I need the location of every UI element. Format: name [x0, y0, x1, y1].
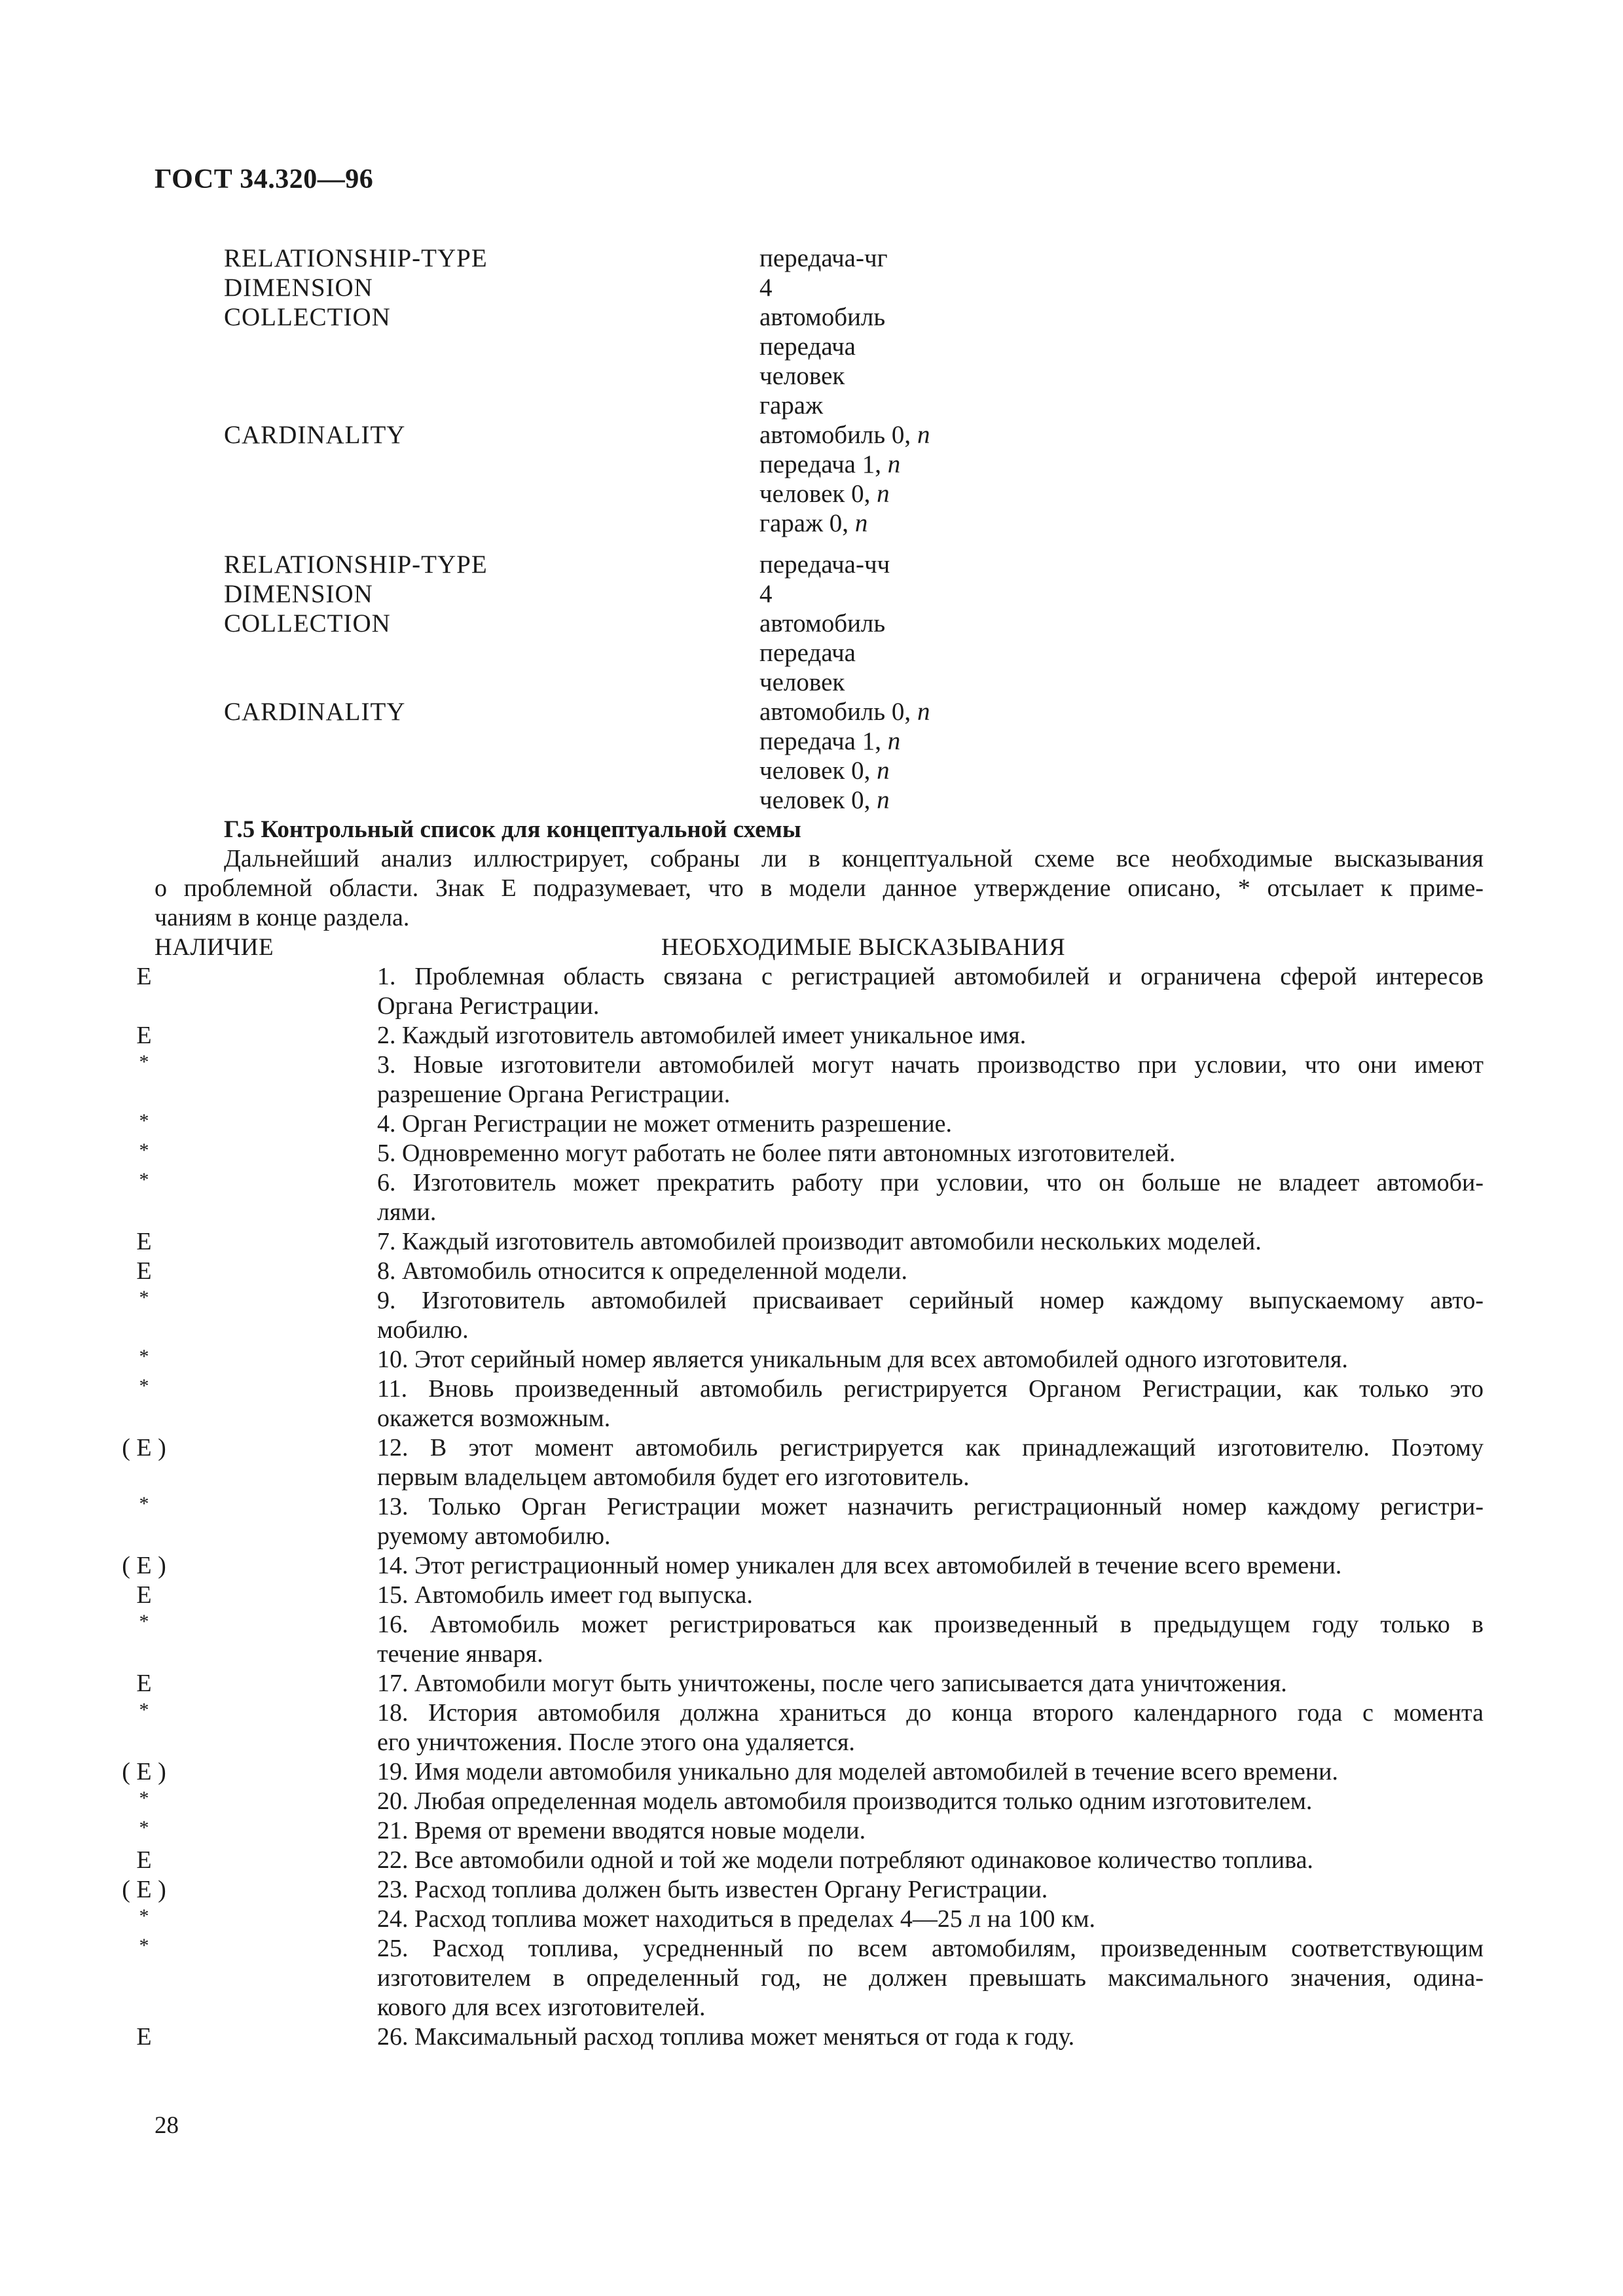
cardinality-variable: n: [887, 450, 901, 478]
statement-text: [377, 1168, 1484, 1227]
intro-line: чаниям в конце раздела.: [155, 904, 410, 931]
statement-line: течение января.: [377, 1640, 543, 1668]
definition-row: [224, 668, 1468, 697]
checklist-item: [0, 1816, 1623, 1846]
checklist-item: [0, 1050, 1623, 1109]
presence-mark: *: [139, 1699, 149, 1721]
definition-value: [759, 756, 890, 785]
definition-row: [224, 785, 1468, 815]
checklist-item: [0, 1757, 1623, 1787]
definition-row: [224, 550, 1468, 579]
presence-mark: Е: [136, 1581, 152, 1609]
checklist-item: [0, 1551, 1623, 1581]
statement-line: 8. Автомобиль относится к определенной модели.: [377, 1257, 907, 1285]
definition-row: [224, 509, 1468, 538]
statement-line: 4. Орган Регистрации не может отменить разрешение.: [377, 1110, 953, 1138]
statement-text: [377, 1875, 1484, 1905]
section-intro: [155, 844, 1484, 933]
statement-line: 18. История автомобиля должна храниться до конца второго календарного года с момента: [377, 1699, 1484, 1727]
checklist-item: [0, 1374, 1623, 1433]
definition-value: [759, 550, 890, 579]
definition-value-text: гараж: [759, 391, 824, 420]
definition-value-text: человек 0,: [759, 757, 871, 785]
statement-text: [377, 1139, 1484, 1168]
statement-line: 21. Время от времени вводятся новые модели.: [377, 1817, 866, 1844]
relationship-definition-2: [224, 550, 1468, 815]
definition-value-text: передача: [759, 639, 856, 667]
definition-row: [224, 243, 1468, 273]
definition-key: DIMENSION: [224, 580, 373, 608]
statement-line: Органа Регистрации.: [377, 992, 600, 1020]
statement-text: [377, 1286, 1484, 1345]
statement-text: [377, 1757, 1484, 1787]
intro-line: Дальнейший анализ иллюстрирует, собраны ли в концептуальной схеме все необходимые высказывания: [224, 845, 1484, 872]
statement-line: кового для всех изготовителей.: [377, 1994, 706, 2021]
definition-value-text: человек: [759, 668, 845, 696]
definition-key: COLLECTION: [224, 609, 391, 637]
statement-line: 11. Вновь произведенный автомобиль регистрируется Органом Регистрации, как только это: [377, 1375, 1484, 1403]
presence-mark: ( Е ): [122, 1876, 166, 1903]
presence-mark: ( Е ): [122, 1552, 166, 1579]
statement-line: 15. Автомобиль имеет год выпуска.: [377, 1581, 753, 1609]
statement-line: 9. Изготовитель автомобилей присваивает серийный номер каждому выпускаемому авто-: [377, 1287, 1484, 1314]
definition-row: [224, 726, 1468, 756]
definition-value: [759, 450, 900, 479]
presence-mark: *: [139, 1110, 149, 1132]
checklist-statements: [0, 962, 1623, 2052]
definition-row: [224, 479, 1468, 509]
definition-value-text: человек 0,: [759, 786, 871, 814]
checklist-item: [0, 1669, 1623, 1698]
statement-line: 25. Расход топлива, усредненный по всем автомобилям, произведенным соответствующим: [377, 1935, 1484, 1962]
definition-row: [224, 609, 1468, 638]
checklist-item: [0, 1433, 1623, 1492]
presence-mark: ( Е ): [122, 1434, 166, 1462]
definition-value-text: автомобиль: [759, 303, 886, 331]
definition-key: COLLECTION: [224, 303, 391, 331]
presence-mark: *: [139, 1493, 149, 1515]
checklist-item: [0, 962, 1623, 1021]
column-header-presence: НАЛИЧИЕ: [155, 934, 274, 961]
definition-row: [224, 332, 1468, 361]
checklist-item: [0, 1139, 1623, 1168]
statement-line: его уничтожения. После этого она удаляется.: [377, 1729, 855, 1756]
column-header-statements: НЕОБХОДИМЫЕ ВЫСКАЗЫВАНИЯ: [661, 934, 1066, 961]
definition-value: [759, 579, 773, 609]
cardinality-variable: n: [877, 757, 890, 785]
presence-mark: Е: [136, 1846, 152, 1874]
checklist-item: [0, 1227, 1623, 1257]
definition-value-text: передача-чч: [759, 550, 890, 579]
statement-line: 17. Автомобили могут быть уничтожены, после чего записывается дата уничтожения.: [377, 1670, 1287, 1697]
statement-line: 16. Автомобиль может регистрироваться как произведенный в предыдущем году только в: [377, 1611, 1484, 1638]
definition-value-text: передача 1,: [759, 450, 881, 478]
statement-text: [377, 962, 1484, 1021]
definition-value: [759, 273, 773, 302]
presence-mark: Е: [136, 2023, 152, 2051]
checklist-item: [0, 1286, 1623, 1345]
definition-row: [224, 361, 1468, 391]
statement-line: 10. Этот серийный номер является уникальным для всех автомобилей одного изготовителя.: [377, 1346, 1348, 1373]
statement-line: 13. Только Орган Регистрации может назначить регистрационный номер каждому регистри-: [377, 1493, 1484, 1520]
statement-line: 1. Проблемная область связана с регистрацией автомобилей и ограничена сферой интересов: [377, 963, 1484, 990]
definition-value-text: автомобиль 0,: [759, 698, 911, 726]
checklist-item: [0, 1934, 1623, 2022]
definition-value-text: автомобиль: [759, 609, 886, 637]
presence-mark: *: [139, 1935, 149, 1956]
definition-value: [759, 638, 856, 668]
cardinality-variable: n: [917, 698, 930, 726]
definition-value: [759, 391, 823, 420]
definition-value: [759, 420, 930, 450]
presence-mark: Е: [136, 1257, 152, 1285]
definition-row: [224, 638, 1468, 668]
statement-text: [377, 1050, 1484, 1109]
statement-text: [377, 1374, 1484, 1433]
checklist-item: [0, 1109, 1623, 1139]
definition-value: [759, 332, 856, 361]
statement-line: 14. Этот регистрационный номер уникален для всех автомобилей в течение всего времени.: [377, 1552, 1342, 1579]
statement-line: 12. В этот момент автомобиль регистрируется как принадлежащий изготовителю. Поэтому: [377, 1434, 1484, 1462]
checklist-item: [0, 2022, 1623, 2052]
checklist-item: [0, 1905, 1623, 1934]
definition-value-text: автомобиль 0,: [759, 421, 911, 449]
statement-line: руемому автомобилю.: [377, 1522, 611, 1550]
definition-value: [759, 697, 930, 726]
definition-row: [224, 273, 1468, 302]
statement-line: 3. Новые изготовители автомобилей могут начать производство при условии, что они имеют: [377, 1051, 1484, 1079]
statement-text: [377, 1021, 1484, 1050]
presence-mark: *: [139, 1611, 149, 1632]
definition-value-text: 4: [759, 580, 773, 608]
definition-row: [224, 756, 1468, 785]
statement-text: [377, 1787, 1484, 1816]
checklist-item: [0, 1610, 1623, 1669]
statement-text: [377, 1551, 1484, 1581]
presence-mark: Е: [136, 1670, 152, 1697]
presence-mark: *: [139, 1051, 149, 1073]
statement-line: окажется возможным.: [377, 1405, 611, 1432]
checklist-item: [0, 1021, 1623, 1050]
checklist-item: [0, 1846, 1623, 1875]
definition-key: CARDINALITY: [224, 421, 406, 449]
section-title: Г.5 Контрольный список для концептуальной схемы: [224, 816, 801, 843]
definition-value-text: передача 1,: [759, 727, 881, 755]
presence-mark: *: [139, 1169, 149, 1191]
statement-line: 26. Максимальный расход топлива может меняться от года к году.: [377, 2023, 1075, 2051]
statement-line: 2. Каждый изготовитель автомобилей имеет уникальное имя.: [377, 1022, 1027, 1049]
definition-value-text: 4: [759, 274, 773, 302]
checklist-item: [0, 1257, 1623, 1286]
checklist-item: [0, 1581, 1623, 1610]
checklist-item: [0, 1492, 1623, 1551]
statement-line: изготовителем в определенный год, не должен превышать максимального значения, одина-: [377, 1964, 1484, 1992]
presence-mark: *: [139, 1139, 149, 1161]
checklist-item: [0, 1875, 1623, 1905]
page-number: 28: [155, 2112, 179, 2139]
definition-value: [759, 479, 890, 509]
statement-line: 7. Каждый изготовитель автомобилей производит автомобили нескольких моделей.: [377, 1228, 1262, 1255]
definition-value: [759, 609, 885, 638]
checklist-item: [0, 1168, 1623, 1227]
statement-text: [377, 1698, 1484, 1757]
statement-text: [377, 1905, 1484, 1934]
statement-line: 6. Изготовитель может прекратить работу при условии, что он больше не владеет автомоби-: [377, 1169, 1484, 1196]
definition-key: RELATIONSHIP-TYPE: [224, 550, 488, 579]
presence-mark: Е: [136, 1228, 152, 1255]
checklist-column-headers: [0, 933, 1623, 962]
definition-row: [224, 391, 1468, 420]
statement-text: [377, 1669, 1484, 1698]
definition-key: CARDINALITY: [224, 698, 406, 726]
definition-key: RELATIONSHIP-TYPE: [224, 244, 488, 272]
definition-value-text: передача: [759, 332, 856, 361]
statement-line: мобилю.: [377, 1316, 469, 1344]
checklist-item: [0, 1345, 1623, 1374]
cardinality-variable: n: [887, 727, 901, 755]
definition-row: [224, 302, 1468, 332]
presence-mark: *: [139, 1375, 149, 1397]
statement-text: [377, 1227, 1484, 1257]
statement-line: первым владельцем автомобиля будет его изготовитель.: [377, 1463, 970, 1491]
statement-text: [377, 1257, 1484, 1286]
statement-line: 24. Расход топлива может находиться в пределах 4—25 л на 100 км.: [377, 1905, 1095, 1933]
statement-text: [377, 1109, 1484, 1139]
intro-line: о проблемной области. Знак Е подразумевает, что в модели данное утверждение описано, * отсылает к приме-: [155, 874, 1484, 902]
cardinality-variable: n: [854, 509, 868, 537]
statement-line: 22. Все автомобили одной и той же модели потребляют одинаковое количество топлива.: [377, 1846, 1313, 1874]
statement-line: 19. Имя модели автомобиля уникально для моделей автомобилей в течение всего времени.: [377, 1758, 1338, 1785]
statement-line: 23. Расход топлива должен быть известен Органу Регистрации.: [377, 1876, 1048, 1903]
definition-value-text: человек: [759, 362, 845, 390]
cardinality-variable: n: [917, 421, 930, 449]
definition-row: [224, 420, 1468, 450]
statement-line: 5. Одновременно могут работать не более пяти автономных изготовителей.: [377, 1139, 1176, 1167]
presence-mark: ( Е ): [122, 1758, 166, 1785]
page-header: ГОСТ 34.320—96: [155, 164, 374, 194]
definition-value: [759, 509, 867, 538]
definition-value: [759, 361, 845, 391]
cardinality-variable: n: [877, 786, 890, 814]
presence-mark: *: [139, 1346, 149, 1367]
presence-mark: *: [139, 1787, 149, 1809]
definition-value-text: человек 0,: [759, 480, 871, 508]
definition-value: [759, 668, 845, 697]
statement-text: [377, 1816, 1484, 1846]
statement-text: [377, 1581, 1484, 1610]
cardinality-variable: n: [877, 480, 890, 508]
presence-mark: Е: [136, 1022, 152, 1049]
statement-text: [377, 1433, 1484, 1492]
statement-text: [377, 1345, 1484, 1374]
definition-value-text: гараж 0,: [759, 509, 849, 537]
statement-text: [377, 1492, 1484, 1551]
definition-row: [224, 697, 1468, 726]
definition-value: [759, 243, 888, 273]
presence-mark: *: [139, 1287, 149, 1308]
statement-text: [377, 1610, 1484, 1669]
definition-value-text: передача-чг: [759, 244, 888, 272]
definition-row: [224, 450, 1468, 479]
definition-row: [224, 579, 1468, 609]
definition-key: DIMENSION: [224, 274, 373, 302]
definition-value: [759, 302, 885, 332]
definition-value: [759, 785, 890, 815]
statement-text: [377, 1846, 1484, 1875]
presence-mark: *: [139, 1817, 149, 1839]
statement-line: лями.: [377, 1198, 437, 1226]
definition-value: [759, 726, 900, 756]
statement-line: 20. Любая определенная модель автомобиля производится только одним изготовителем.: [377, 1787, 1313, 1815]
statement-line: разрешение Органа Регистрации.: [377, 1081, 731, 1108]
checklist-item: [0, 1698, 1623, 1757]
statement-text: [377, 1934, 1484, 2022]
presence-mark: *: [139, 1905, 149, 1927]
statement-text: [377, 2022, 1484, 2052]
relationship-definition-1: [224, 243, 1468, 538]
checklist-item: [0, 1787, 1623, 1816]
presence-mark: Е: [136, 963, 152, 990]
